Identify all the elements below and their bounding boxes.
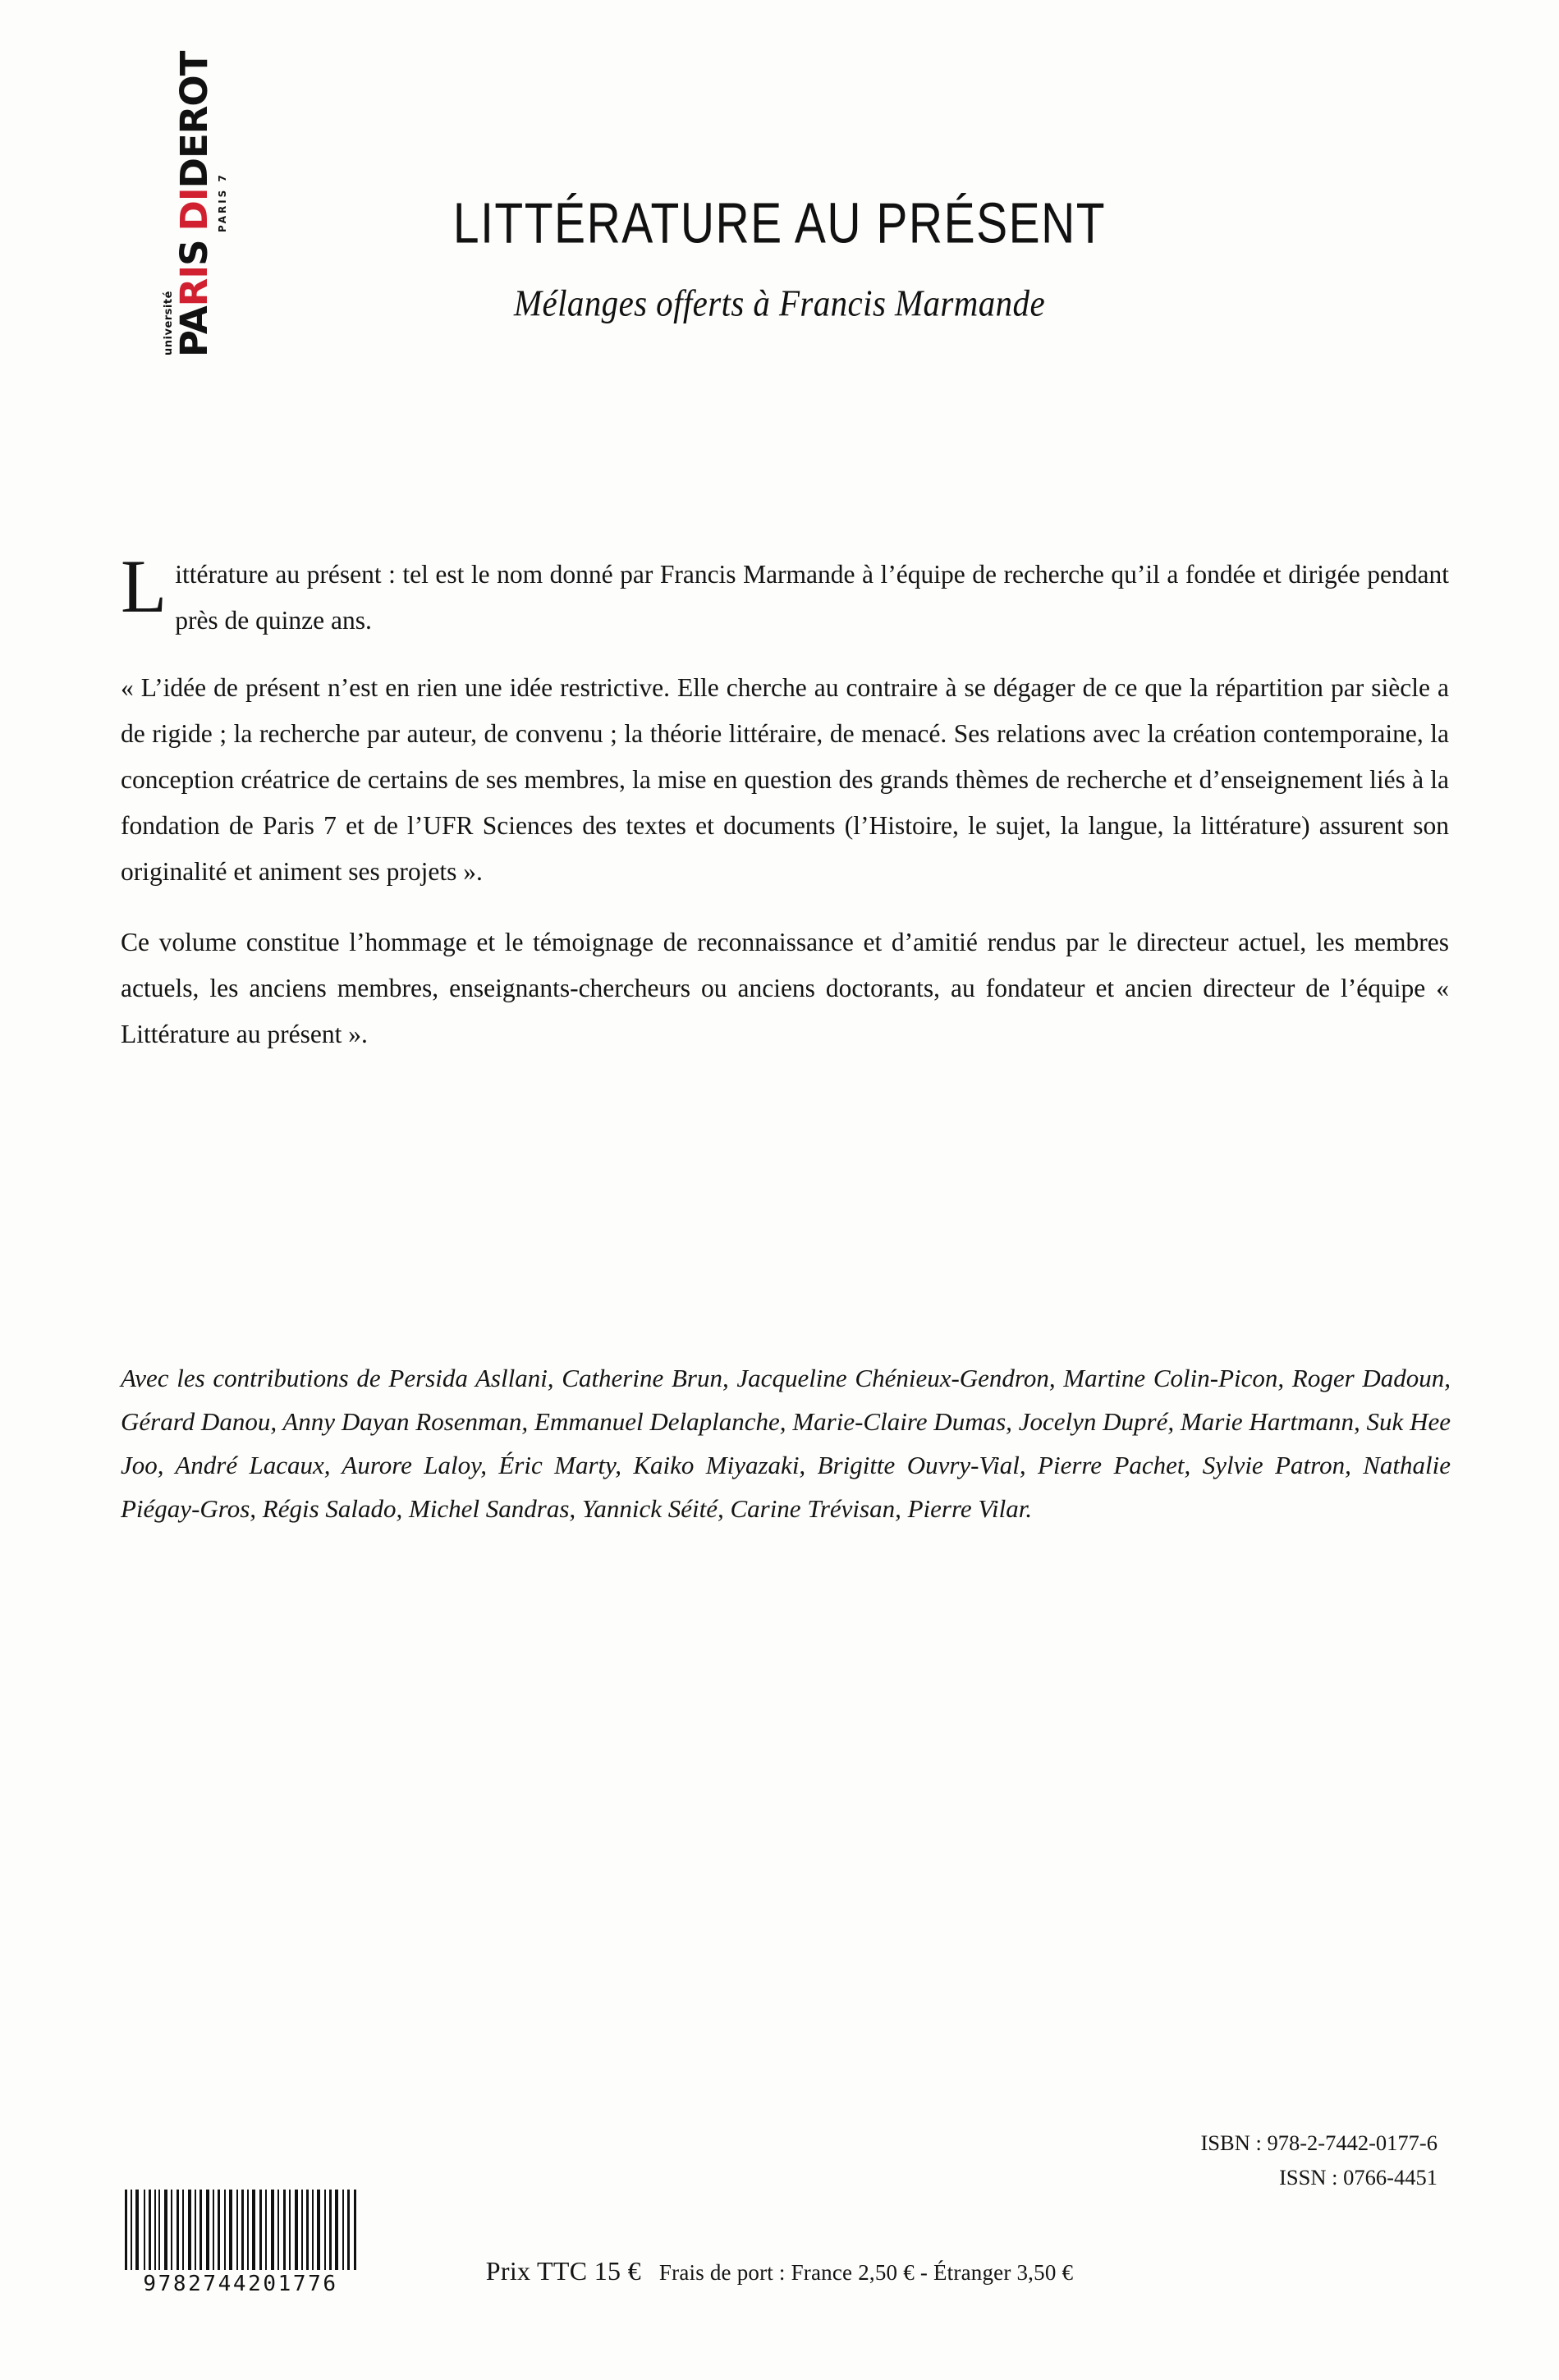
shipping-info: Frais de port : France 2,50 € - Étranger 3,50 € [658, 2260, 1074, 2285]
logo-paris-s: S [172, 240, 217, 266]
isbn-issn-block [1200, 2125, 1437, 2194]
blurb-body [121, 544, 1449, 1077]
logo-university-label: université [163, 291, 176, 355]
logo-diderot-end: DEROT [172, 51, 217, 189]
logo-campus-label: PARIS 7 [216, 172, 228, 232]
price-value: Prix TTC 15 € [485, 2256, 641, 2286]
blurb-paragraph-1 [121, 544, 1449, 644]
contributors-text: Avec les contributions de Persida Asllani, Catherine Brun, Jacqueline Chénieux-Gendron, Martine Colin-Picon, Roger Dadoun, Gérard Danou, Anny Dayan Rosenman, Emmanuel Delaplanche, Marie-Claire Dumas, Jocelyn Dupré, Marie Hartmann, Suk Hee Joo, André Lacaux, Aurore Laloy, Éric Marty, Kaiko Miyazaki, Brigitte Ouvry-Vial, Pierre Pachet, Sylvie Patron, Nathalie Piégay-Gros, Régis Salado, Michel Sandras, Yannick Séité, Carine Trévisan, Pierre Vilar. [121, 1364, 1451, 1523]
logo-diderot-di-red: DI [172, 188, 217, 232]
isbn-line: ISBN : 978-2-7442-0177-6 [1200, 2130, 1437, 2155]
logo-paris-ri-red: RI [172, 265, 217, 307]
logo-paris-pa: PA [172, 306, 217, 357]
blurb-paragraph-3: Ce volume constitue l’hommage et le témoignage de reconnaissance et d’amitié rendus par le directeur actuel, les membres actuels, les anciens membres, enseignants-chercheurs ou anciens doctorants, au fondateur et ancien directeur de l’équipe « Littérature au présent ». [121, 928, 1449, 1048]
blurb-paragraph-2: « L’idée de présent n’est en rien une idée restrictive. Elle cherche au contraire à se dégager de ce que la répartition par siècle a de rigide ; la recherche par auteur, de convenu ; la théorie littéraire, de menacé. Ses relations avec la création contemporaine, la conception créatrice de certains de ses membres, la mise en question des grands thèmes de recherche et d’enseignement liés à la fondation de Paris 7 et de l’UFR Sciences des textes et documents (l’Histoire, le sujet, la langue, la littérature) assurent son originalité et animent ses projets ». [121, 673, 1449, 886]
issn-line: ISSN : 0766-4451 [1279, 2165, 1437, 2190]
drop-cap: L [121, 544, 167, 628]
blurb-paragraph-1-text: ittérature au présent : tel est le nom donné par Francis Marmande à l’équipe de recherche qu’il a fondée et dirigée pendant près de quinze ans. [175, 560, 1449, 635]
price-line [0, 2256, 1559, 2286]
book-title: LITTÉRATURE AU PRÉSENT [452, 191, 1107, 256]
barcode-number: 9782744201776 [143, 2272, 338, 2296]
contributors-block [121, 1356, 1451, 1530]
book-subtitle: Mélanges offerts à Francis Marmande [513, 282, 1046, 324]
footer [0, 2125, 1559, 2306]
